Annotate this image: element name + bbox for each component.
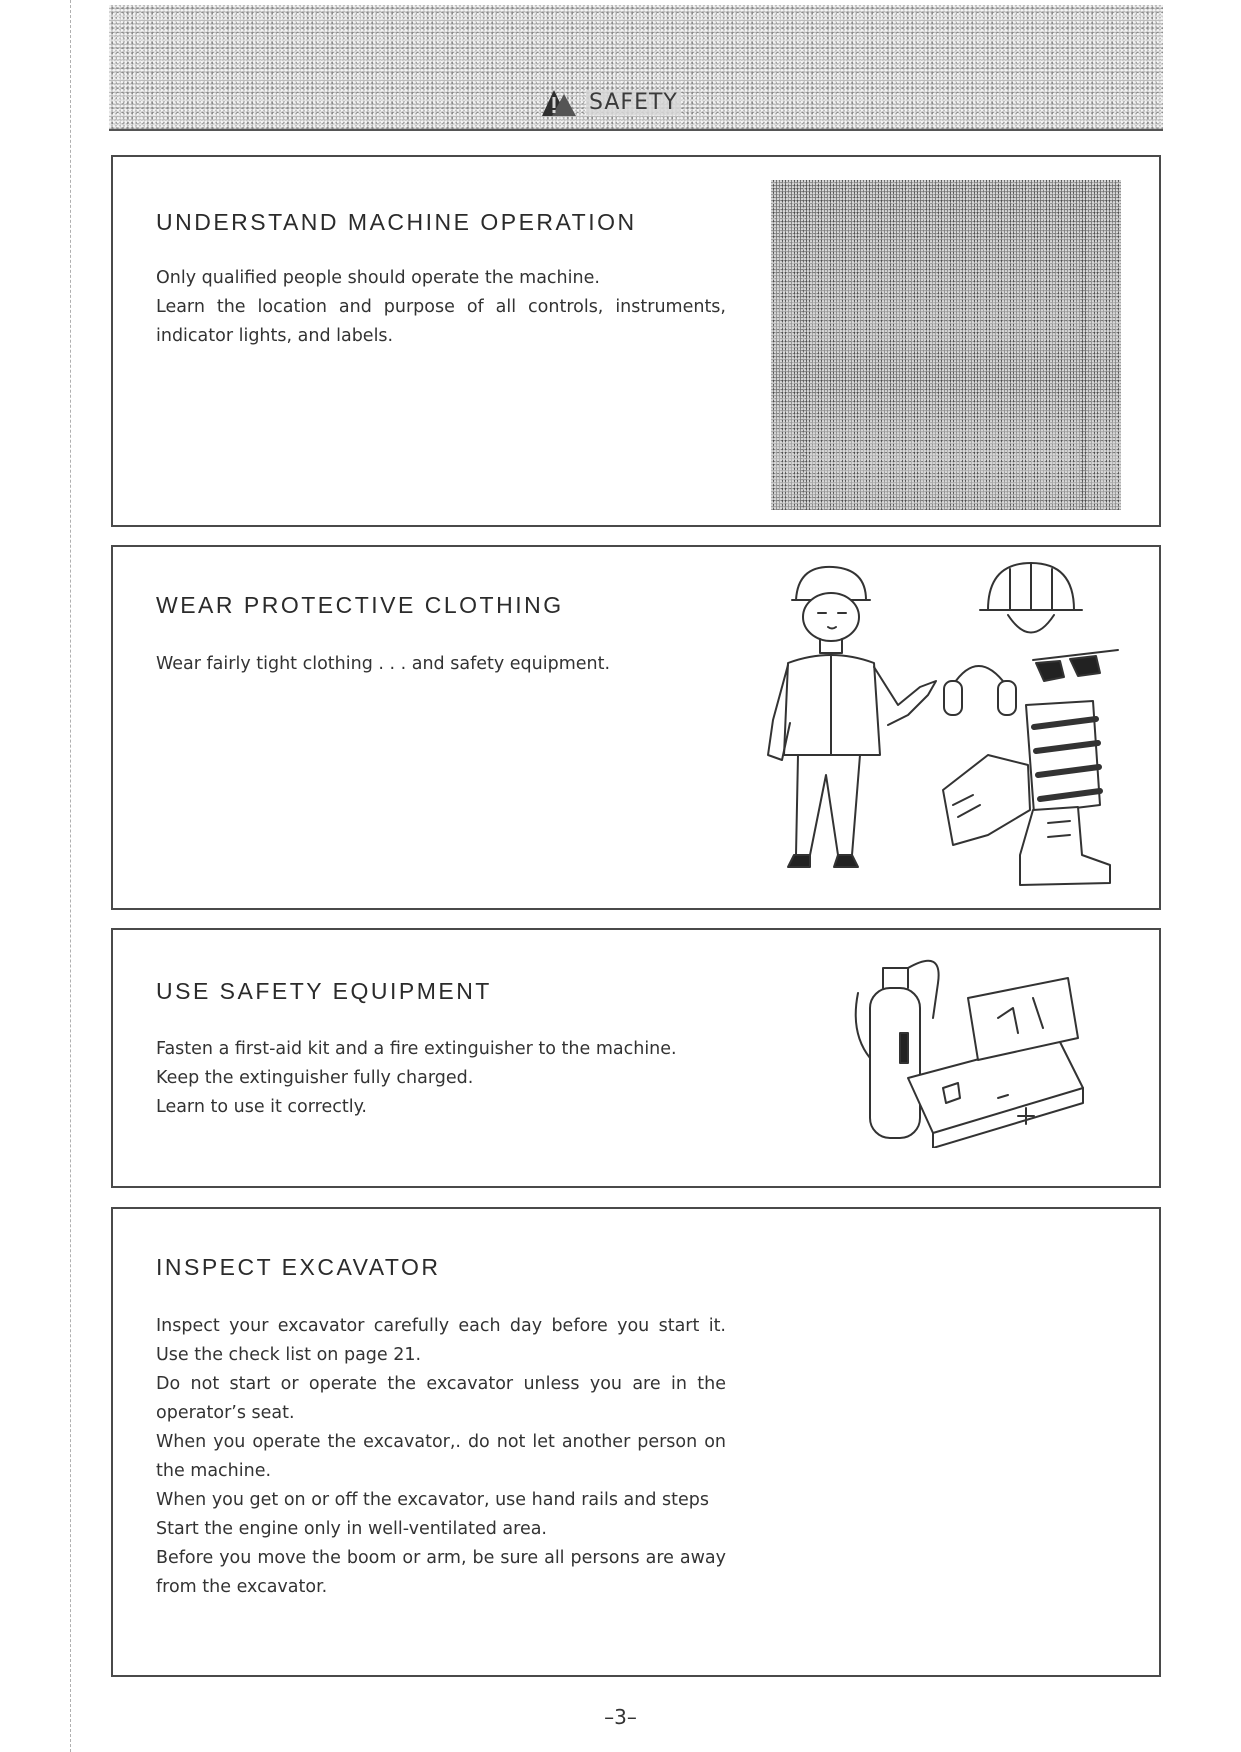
worker-figure: [768, 567, 936, 867]
page-margin-line: [70, 0, 71, 1752]
safety-vest: [1026, 701, 1100, 813]
paragraph: Wear fairly tight clothing . . . and safety equipment.: [156, 654, 611, 674]
boot: [1020, 807, 1110, 885]
section-body: [156, 650, 726, 679]
section-use-safety-equipment: [111, 928, 1161, 1188]
section-body: [156, 1312, 726, 1602]
section-title: USE SAFETY EQUIPMENT: [156, 978, 492, 1004]
section-wear-protective-clothing: [111, 545, 1161, 910]
paragraph: Only qualified people should operate the machine.: [156, 268, 600, 288]
paragraph: Fasten a first-aid kit and a fire extinguisher to the machine.: [156, 1039, 677, 1059]
section-body: [156, 1035, 726, 1122]
header-title: [540, 84, 681, 120]
header-title-text: SAFETY: [586, 90, 681, 115]
section-title: INSPECT EXCAVATOR: [156, 1254, 441, 1280]
worker-with-protective-gear-illustration: [748, 555, 1138, 900]
paragraph: Learn to use it correctly.: [156, 1097, 367, 1117]
section-inspect-excavator: [111, 1207, 1161, 1677]
safety-glasses: [1033, 650, 1118, 681]
paragraph: Start the engine only in well-ventilated area.: [156, 1519, 547, 1539]
fire-extinguisher-and-first-aid-kit-illustration: [848, 938, 1088, 1148]
ear-muffs: [944, 666, 1016, 715]
paragraph: Before you move the boom or arm, be sure all persons are away from the excavator.: [156, 1548, 726, 1597]
hard-hat: [980, 563, 1082, 633]
section-title: WEAR PROTECTIVE CLOTHING: [156, 592, 564, 618]
paragraph: When you operate the excavator,. do not let another person on the machine.: [156, 1432, 726, 1481]
section-body: [156, 264, 726, 351]
paragraph: When you get on or off the excavator, use hand rails and steps: [156, 1490, 709, 1510]
paragraph: Do not start or operate the excavator unless you are in the operator’s seat.: [156, 1374, 726, 1423]
section-title: UNDERSTAND MACHINE OPERATION: [156, 209, 637, 235]
gloves: [943, 755, 1030, 845]
machine-cab-photo: [771, 180, 1121, 510]
paragraph: Inspect your excavator carefully each day before you start it. Use the check list on page 21.: [156, 1316, 726, 1365]
section-understand-machine-operation: [111, 155, 1161, 527]
paragraph: Keep the extinguisher fully charged.: [156, 1068, 474, 1088]
paragraph: Learn the location and purpose of all controls, instruments, indicator lights, and labels.: [156, 297, 726, 346]
warning-triangle-icon: [540, 86, 580, 118]
page-number: –3–: [604, 1705, 637, 1729]
